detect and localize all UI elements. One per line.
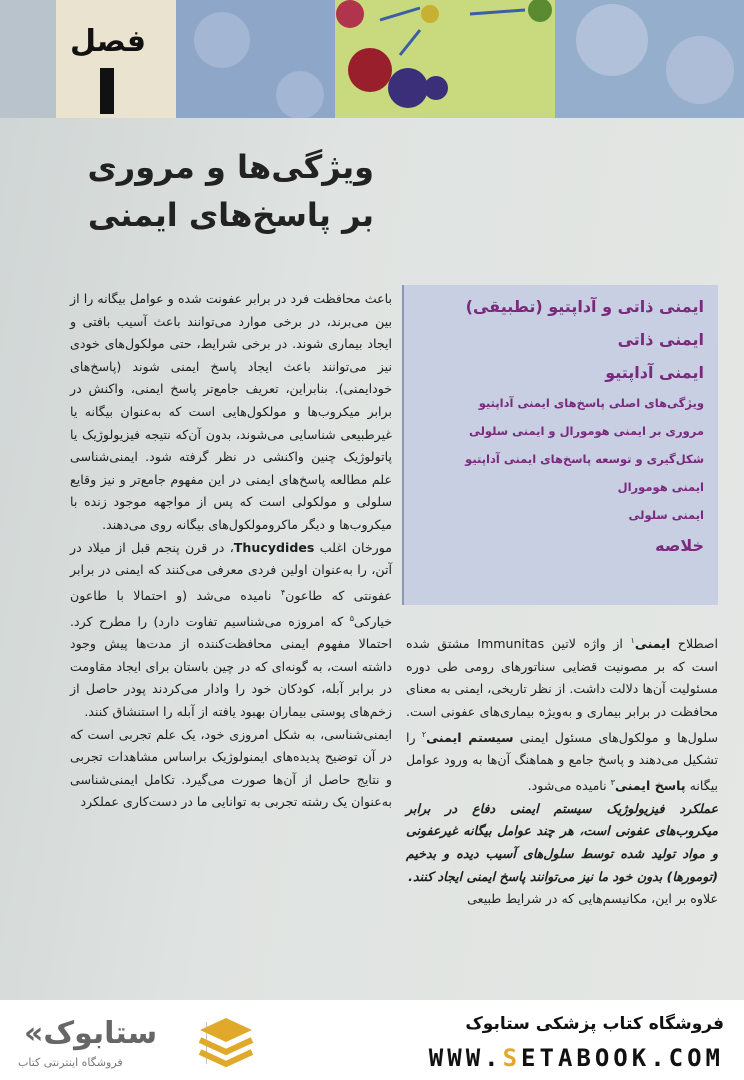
right-paragraph-2-emphasis: عملکرد فیزیولوژیک سیستم ایمنی دفاع در برابر میکروب‌های عفونی است، هر چند عوامل بیگانه غیرعفونی و مواد تولید شده توسط سلول‌های آسیب دیده و بدخیم (تومورها) بدون خود ما نیز می‌توانند پاسخ ایمنی ایجاد کنند. [406,800,718,884]
store-name: فروشگاه کتاب پزشکی ستابوک [465,1014,724,1034]
thucydides-name: Thucydides [233,539,315,555]
store-footer [0,1000,744,1080]
store-logo-subtitle: فروشگاه اینترنتی کتاب [18,1056,123,1069]
contents-item: مروری بر ایمنی هومورال و ایمنی سلولی [468,424,704,438]
right-paragraph-3: علاوه بر این، مکانیسم‌هایی که در شرایط طبیعی [467,891,718,907]
chapter-label-box [56,0,176,118]
contents-item: ایمنی آداپتیو [605,363,704,382]
chapter-contents-box [402,285,718,605]
right-paragraph-1: اصطلاح ایمنی$^۱$ از واژه لاتین Immunitas مشتق شده است که بر مصونیت قضایی سناتورهای رومی طی دوره مسئولیت آن‌ها دلالت داشت. از نظر تاریخی، ایمنی به معنای محافظت در برابر بیماری و به‌ویژه بیماری‌های عفونی است. سلول‌ها و مولکول‌های مسئول ایمنی سیستم ایمنی$^۲$ را تشکیل می‌دهند و پاسخ جامع و هماهنگ آن‌ها به ورود عوامل بیگانه پاسخ ایمنی$^۳$ نامیده می‌شود. [406,636,718,794]
contents-item: ایمنی ذاتی و آداپتیو (تطبیقی) [465,297,704,316]
contents-item: ویژگی‌های اصلی پاسخ‌های ایمنی آداپتیو [478,396,704,410]
store-website-link[interactable]: WWW.SETABOOK.COM [428,1044,724,1072]
contents-item: شکل‌گیری و توسعه پاسخ‌های ایمنی آداپتیو [465,452,704,466]
left-paragraph-1: باعث محافظت فرد در برابر عفونت شده و عوامل بیگانه را از بین می‌برند، در برخی موارد می‌توانند باعث آسیب بافتی و ایجاد بیماری شوند. در برخی شرایط، حتی مولکول‌های خودی نیز می‌توانند باعث ایجاد پاسخ ایمنی شوند (پاسخ‌های خودایمنی). بنابراین، تعریف جامع‌تر پاسخ ایمنی، واکنش در برابر میکروب‌ها و مولکول‌هایی است که به‌عنوان بیگانه یا غیرطبیعی شناسایی می‌شوند، بدون آن‌که نتیجه فیزیولوژیک یا پاتولوژیک چنین واکنشی در نظر گرفته شود. ایمنی‌شناسی علم مطالعه پاسخ‌های ایمنی در این مفهوم جامع‌تر و نیز وقایع سلولی و مولکولی است که پس از مواجهه موجود زنده با میکروب‌ها و دیگر ماکرومولکول‌های بیگانه روی می‌دهند. [70,291,392,532]
contents-item: ایمنی ذاتی [617,330,704,349]
contents-item: ایمنی هومورال [617,480,704,494]
contents-item: خلاصه [655,536,704,555]
chapter-title-line1: ویژگی‌ها و مروری [87,148,374,186]
left-paragraph-3: ایمنی‌شناسی، به شکل امروزی خود، یک علم تجربی است که در آن توضیح پدیده‌های ایمنولوژیک براساس مشاهدات تجربی و نتایج حاصل از آن‌ها صورت می‌گیرد. تکامل ایمنی‌شناسی به‌عنوان یک رشته تجربی به توانایی ما در دست‌کاری عملکرد [70,726,392,810]
chapter-word: فصل [70,24,146,59]
left-paragraph-2: مورخان اغلب Thucydides، در قرن پنجم قبل از میلاد در آتن، را به‌عنوان اولین فردی معرفی می‌کنند که ایمنی در برابر عفونتی که طاعون$^۴$ نامیده می‌شد (و احتمالا با طاعون خیارکی$^۵$ که امروزه می‌شناسیم تفاوت دارد) را مطرح کرد. احتمالا مفهوم ایمنی محافظت‌کننده از مدت‌ها پیش وجود داشته است، به گونه‌ای که در چین باستان برای ایجاد مقاومت در برابر آبله، کودکان خود را وادار می‌کردند پودر حاصل از زخم‌های پوستی بیماران بهبود یافته از آبله را استنشاق کنند. [70,539,392,720]
right-column [406,630,718,911]
contents-item: ایمنی سلولی [628,508,704,522]
store-logo-text: ستابوک» [24,1016,158,1051]
chapter-banner-illustration [0,0,744,118]
left-column [70,288,392,814]
book-stack-logo-icon [196,1012,256,1070]
chapter-title-line2: بر پاسخ‌های ایمنی [87,196,374,234]
chapter-number [100,68,114,114]
